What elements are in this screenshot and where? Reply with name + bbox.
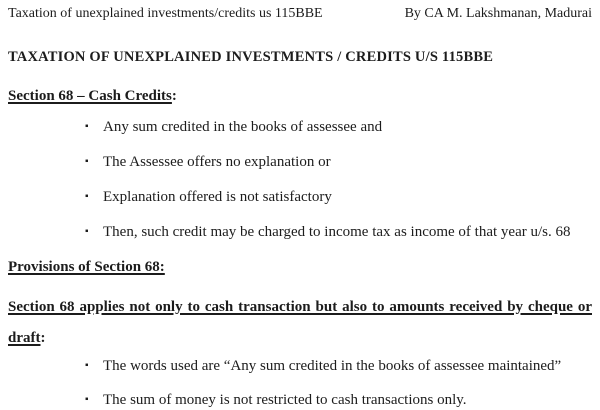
bullet-square-icon: ▪ [85,226,89,237]
section-68-cash-credits-heading-colon: : [171,88,177,104]
bullet-text: Explanation offered is not satisfactory [103,189,332,205]
section-68-cash-credits-heading-text: Section 68 – Cash Credits [8,88,172,104]
provisions-of-section-68-heading [8,258,592,277]
list-item [8,390,592,410]
bullet-square-icon: ▪ [85,156,89,167]
bullet-square-icon: ▪ [85,121,89,132]
bullet-square-icon: ▪ [85,360,89,371]
provisions-heading-text: Provisions of Section 68: [8,259,165,275]
header-right-text: By CA M. Lakshmanan, Madurai [404,6,592,21]
list-item [8,222,592,242]
list-item [8,356,592,376]
section-68-cash-credits-heading [8,87,592,106]
applies-bullet-list [8,356,592,410]
bullet-square-icon: ▪ [85,191,89,202]
bullet-text: Any sum credited in the books of assessee and [103,119,383,135]
bullet-square-icon: ▪ [85,394,89,405]
applies-heading-line1: Section 68 applies not only to cash transaction but also to amounts received by cheque or [8,299,592,315]
bullet-text: The Assessee offers no explanation or [103,154,331,170]
document-title: TAXATION OF UNEXPLAINED INVESTMENTS / CREDITS U/S 115BBE [8,49,494,65]
bullet-text: The sum of money is not restricted to cash transactions only. [103,392,467,408]
bullet-text: Then, such credit may be charged to income tax as income of that year u/s. 68 [103,224,571,240]
section-68-applies-heading [8,292,592,354]
list-item [8,117,592,137]
header-left-text: Taxation of unexplained investments/credits us 115BBE [8,6,323,21]
list-item [8,187,592,207]
list-item [8,152,592,172]
applies-heading-line2: draft: [8,330,46,346]
applies-heading-colon: : [40,330,46,346]
cash-credits-bullet-list [8,117,592,242]
bullet-text: The words used are “Any sum credited in the books of assessee maintained” [103,358,562,374]
document-header [8,5,592,22]
